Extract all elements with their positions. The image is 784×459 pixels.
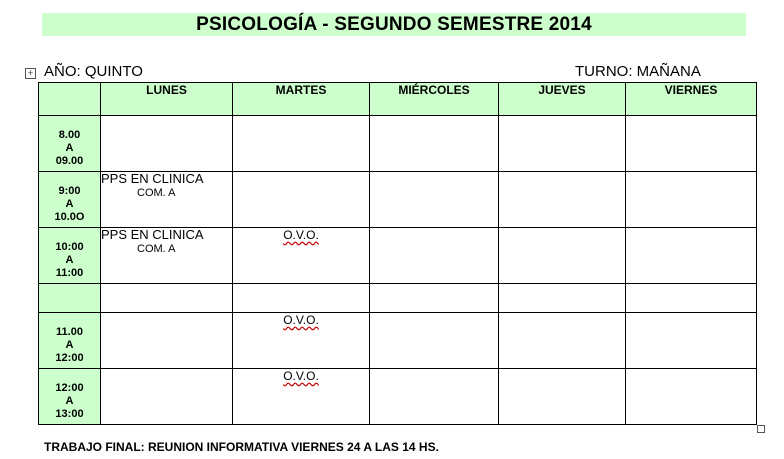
schedule-cell[interactable]: [101, 284, 233, 313]
time-sep: A: [65, 198, 74, 210]
schedule-cell[interactable]: [233, 369, 370, 425]
time-cell: [39, 284, 101, 313]
corner-cell: [39, 83, 101, 116]
time-cell: [39, 116, 101, 172]
schedule-cell[interactable]: [499, 228, 626, 284]
time-start: 8.00: [58, 129, 81, 141]
page-title: [42, 13, 746, 36]
year-label: AÑO: QUINTO: [44, 63, 143, 80]
schedule-cell[interactable]: [499, 369, 626, 425]
schedule-cell[interactable]: [370, 228, 499, 284]
schedule-cell[interactable]: [233, 172, 370, 228]
day-header: MIÉRCOLES: [370, 83, 499, 116]
schedule-cell[interactable]: [233, 228, 370, 284]
time-cell: [39, 369, 101, 425]
class-group: COM. A: [137, 243, 176, 255]
time-sep: A: [65, 142, 74, 154]
schedule-cell[interactable]: [626, 228, 757, 284]
schedule-cell[interactable]: [101, 228, 233, 284]
class-name: O.V.O.: [283, 313, 319, 327]
schedule-cell[interactable]: [499, 313, 626, 369]
schedule-cell[interactable]: [233, 313, 370, 369]
schedule-cell[interactable]: [626, 172, 757, 228]
table-row: [39, 228, 757, 284]
schedule-cell[interactable]: [626, 313, 757, 369]
schedule-cell[interactable]: [101, 369, 233, 425]
schedule-cell[interactable]: [101, 116, 233, 172]
time-start: 12:00: [55, 382, 84, 394]
table-row: [39, 284, 757, 313]
schedule-cell[interactable]: [499, 116, 626, 172]
resize-handle-icon[interactable]: [757, 425, 765, 433]
class-group: COM. A: [137, 187, 176, 199]
time-sep: A: [65, 339, 74, 351]
day-header: LUNES: [101, 83, 233, 116]
table-row: [39, 172, 757, 228]
class-name: O.V.O.: [283, 228, 319, 242]
time-start: 11.00: [56, 326, 83, 338]
day-header: MARTES: [233, 83, 370, 116]
footer-note: TRABAJO FINAL: REUNION INFORMATIVA VIERNES 24 A LAS 14 HS.: [44, 440, 439, 454]
time-end: 09.00: [55, 155, 84, 167]
schedule-cell[interactable]: [370, 284, 499, 313]
schedule-cell[interactable]: [370, 313, 499, 369]
schedule-cell[interactable]: [233, 284, 370, 313]
shift-label: TURNO: MAÑANA: [575, 63, 701, 80]
time-sep: A: [65, 254, 74, 266]
move-icon[interactable]: +: [25, 68, 36, 79]
day-header: VIERNES: [626, 83, 757, 116]
table-row: [39, 369, 757, 425]
schedule-cell[interactable]: [626, 116, 757, 172]
time-cell: [39, 172, 101, 228]
time-sep: A: [65, 395, 74, 407]
table-row: [39, 116, 757, 172]
time-end: 10.0O: [54, 211, 85, 223]
class-name: PPS EN CLINICA: [101, 227, 204, 242]
schedule-cell[interactable]: [499, 284, 626, 313]
schedule-table: [38, 82, 757, 425]
schedule-cell[interactable]: [626, 369, 757, 425]
schedule-cell[interactable]: [101, 172, 233, 228]
schedule-cell[interactable]: [370, 116, 499, 172]
page-title-text: PSICOLOGÍA - SEGUNDO SEMESTRE 2014: [196, 13, 592, 35]
time-start: 10:00: [55, 241, 84, 253]
day-header: JUEVES: [499, 83, 626, 116]
header-row: [39, 83, 757, 116]
schedule-cell[interactable]: [499, 172, 626, 228]
schedule-cell[interactable]: [370, 172, 499, 228]
time-end: 13:00: [55, 408, 84, 420]
table-row: [39, 313, 757, 369]
schedule-cell[interactable]: [626, 284, 757, 313]
class-name: PPS EN CLINICA: [101, 171, 204, 186]
time-cell: [39, 228, 101, 284]
time-end: 12:00: [55, 352, 84, 364]
schedule-cell[interactable]: [370, 369, 499, 425]
schedule-cell[interactable]: [233, 116, 370, 172]
time-start: 9:00: [58, 185, 81, 197]
schedule-cell[interactable]: [101, 313, 233, 369]
time-end: 11:00: [55, 267, 84, 279]
time-cell: [39, 313, 101, 369]
class-name: O.V.O.: [283, 369, 319, 383]
